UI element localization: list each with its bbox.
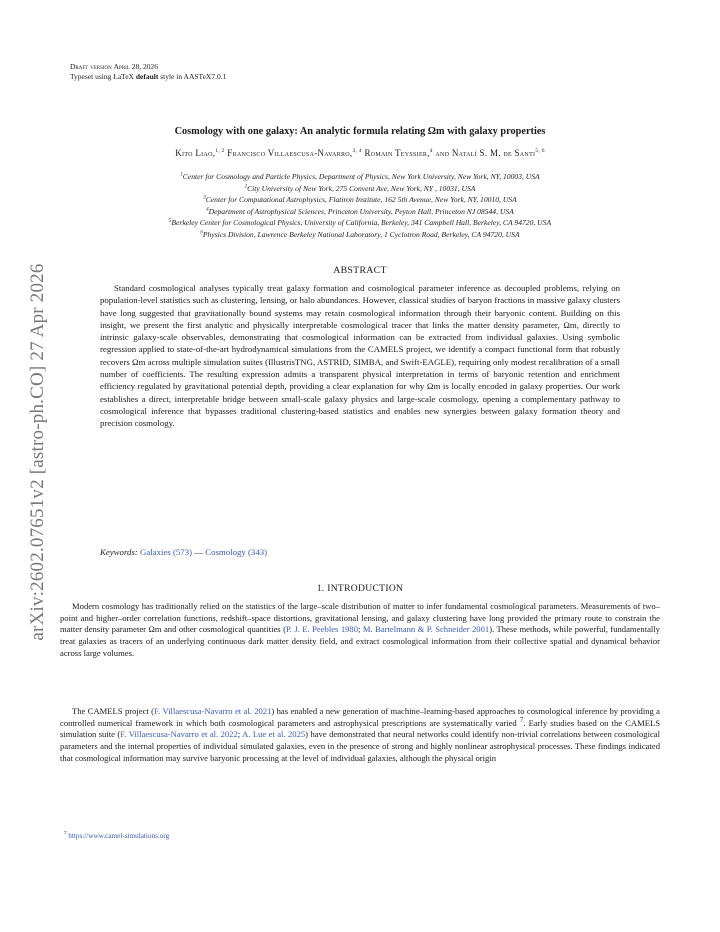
abstract-text: Standard cosmological analyses typically treat galaxy formation and cosmological parameter inference as decoupled problems, relying on population-level statistics such as clustering, lensing, or halo abundances. However, classical studies of baryon fractions in massive galaxy clusters have long suggested that gravitationally bound systems may retain cosmological information through their baryonic content. Building on this insight, we present the first analytic and physically interpretable cosmological tracer that links the matter density parameter, Ωm, directly to intrinsic galaxy-scale observables, demonstrating that cosmological information can be extracted from individual galaxies. Using symbolic regression applied to state-of-the-art hydrodynamical simulations from the CAMELS project, we identify a compact functional form that robustly recovers Ωm across multiple simulation suites (IllustrisTNG, ASTRID, SIMBA, and Swift-EAGLE), requiring only modest recalibration of a small number of coefficients. The resulting expression admits a transparent physical interpretation in terms of baryonic retention and enrichment efficiency regulated by gravitational potential depth, providing a clear explanation for why Ωm is locally encoded in galaxy properties. Our work establishes a direct, interpretable bridge between small-scale galaxy physics and large-scale cosmology, opening a complementary pathway to cosmological inference that bypasses traditional clustering-based statistics and enables new synergies between galaxy formation theory and precision cosmology. [100,283,620,429]
footnote: $^7$ https://www.camel-simulations.org [64,831,170,840]
citation-link[interactable]: A. Lue et al. 2025 [242,729,306,740]
paper-title: Cosmology with one galaxy: An analytic formula relating Ωm with galaxy properties [174,126,546,137]
citation-link[interactable]: M. Bartelmann & P. Schneider 2001 [362,624,490,635]
affiliation: $^4$Department of Astrophysical Sciences, Princeton University, Peyton Hall, Princeton NJ 08544, USA [206,206,514,216]
affiliation: $^2$City University of New York, 275 Convent Ave, New York, NY , 10031, USA [244,183,476,193]
typeset-line: Typeset using LaTeX default style in AASTeX7.0.1 [70,72,227,81]
citation-link[interactable]: F. Villaescusa-Navarro et al. 2022 [120,729,238,740]
footnote-url-link[interactable]: https://www.camel-simulations.org [68,832,170,840]
affiliation-list [60,171,660,241]
running-header [70,62,226,82]
author: Francisco Villaescusa-Navarro,$^{3, 4}$ [227,148,362,158]
affiliation: $^6$Physics Division, Lawrence Berkeley National Laboratory, 1 Cyclotron Road, Berkeley, CA 94720, USA [200,229,520,239]
draft-version-line: Draft version April 28, 2026 [70,62,159,71]
author: Romain Teyssier,$^4$ [364,148,433,158]
citation-link[interactable]: P. J. E. Peebles 1980 [285,624,359,635]
author: and Natalí S. M. de Santi$^{5, 6}$ [435,148,545,158]
body-paragraph: Modern cosmology has traditionally relied on the statistics of the large–scale distribution of matter to infer fundamental cosmological parameters. Measurements of two–point and higher–order correlation functions, redshift–space distortions, gravitational lensing, and galaxy clustering have long provided the primary route to constrain the matter density parameter Ωm and other cosmological quantities (P. J. E. Peebles 1980; M. Bartelmann & P. Schneider 2001). These methods, while powerful, fundamentally treat galaxies as tracers of an underlying continuous dark matter density field, and extract cosmological information from their collective spatial and dynamical behavior across large volumes. [60,601,660,658]
affiliation: $^5$Berkeley Center for Cosmological Physics, University of California, Berkeley, 341 Campbell Hall, Berkeley, CA 94720, USA [168,218,552,228]
author: Kito Liao,$^{1, 2}$ [175,148,225,158]
body-paragraph: The CAMELS project (F. Villaescusa-Navarro et al. 2021) has enabled a new generation of machine–learning-based approaches to cosmological inference by providing a controlled numerical framework in which both cosmological parameters and astrophysical prescriptions are systematically varied $^7$. Early studies based on the CAMELS simulation suite (F. Villaescusa-Navarro et al. 2022; A. Lue et al. 2025) have demonstrated that neural networks could identify non-trivial correlations between cosmological parameters and the internal properties of individual simulated galaxies, even in the presence of strong and highly nonlinear astrophysical processes. These findings indicated that cosmological information may survive baryonic processing at the level of individual galaxies, although the physical origin [60,706,660,763]
citation-link[interactable]: F. Villaescusa-Navarro et al. 2021 [154,706,272,716]
arxiv-identifier-stamp: arXiv:2602.07651v2 [astro-ph.CO] 27 Apr 2026 [27,263,48,641]
keyword-link[interactable]: Cosmology (343) [205,547,268,557]
author-list [70,148,650,158]
abstract-heading: ABSTRACT [333,265,387,276]
keywords: Keywords: Galaxies (573) — Cosmology (343) [100,547,268,557]
keyword-link[interactable]: Galaxies (573) [140,547,193,557]
affiliation: $^3$Center for Computational Astrophysics, Flatiron Institute, 162 5th Avenue, New York, NY, 10010, USA [203,195,517,205]
affiliation: $^1$Center for Cosmology and Particle Physics, Department of Physics, New York University, New York, NY, 10003, USA [180,172,540,181]
footnote-marker[interactable]: 7 [519,715,524,724]
section-heading: 1. INTRODUCTION [316,583,404,594]
